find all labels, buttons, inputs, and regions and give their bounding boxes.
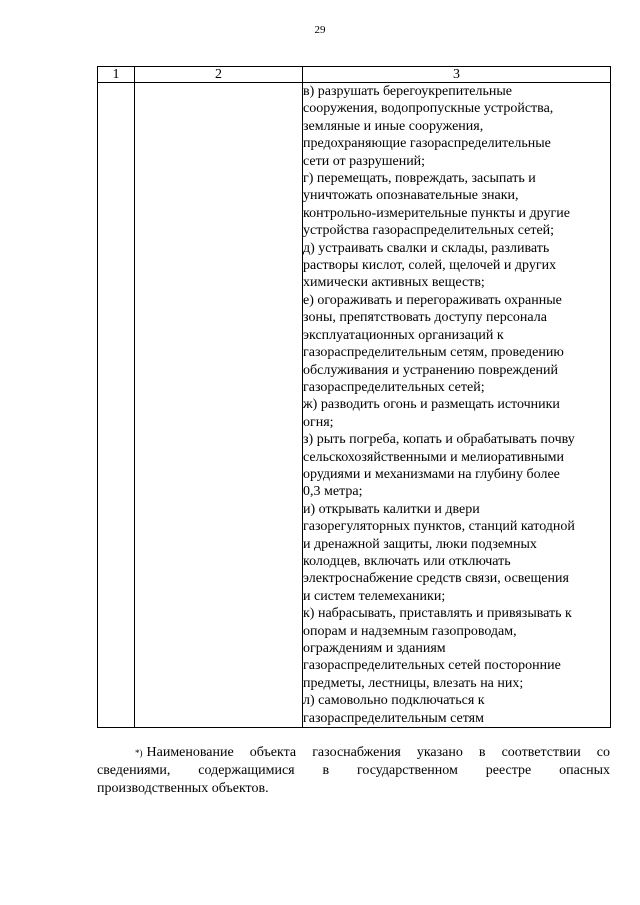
table-text-line: сельскохозяйственными и мелиоративными [303,449,565,465]
table-text-line: огня; [303,414,334,430]
table-text-line: газораспределительных сетей; [303,379,485,395]
table-cell-col1 [98,83,135,728]
table-text-line: уничтожать опознавательные знаки, [303,188,519,204]
table-text-line: зоны, препятствовать доступу персонала [303,310,547,326]
footnote-word: соответствии [501,745,581,760]
table-text-line: ж) разводить огонь и размещать источники [303,397,560,413]
footnote-line-2 [97,762,610,780]
footnote-word: указано [416,745,463,760]
table-header-row [98,67,611,83]
table-text-line: газораспределительных сетей посторонние [303,658,561,674]
table-text-line: и систем телемеханики; [303,588,446,604]
table-text-line: газорегуляторных пунктов, станций катодной [303,519,575,535]
table-text-line: предохраняющие газораспределительные [303,136,551,152]
footnote-word: объекта [249,745,297,760]
footnote-line-1-text [147,744,611,762]
footnote-word: сведениями, [97,763,171,778]
footnote-word: реестре [485,763,532,778]
table-text-line: г) перемещать, повреждать, засыпать и [303,171,536,187]
table-row [98,83,611,728]
table-text-line: устройства газораспределительных сетей; [303,223,555,239]
column-header-1: 1 [98,67,135,83]
table-text-line: и) открывать калитки и двери [303,501,480,517]
table-text-line: химически активных веществ; [303,275,485,291]
table-text-line: растворы кислот, солей, щелочей и других [303,258,557,274]
table-text-line: в) разрушать берегоукрепительные [303,84,513,99]
table-cell-prohibitions [303,83,611,728]
footnote-word: содержащимися [198,763,295,778]
table-text-line: к) набрасывать, приставлять и привязывать к [303,606,572,622]
requirements-table [97,66,611,728]
footnote-word: Наименование [146,745,234,760]
footnote-word: газоснабжения [312,745,401,760]
table-text-line: орудиями и механизмами на глубину более [303,466,560,482]
table-text-line: и дренажной защиты, люки подземных [303,536,537,552]
table-text-line: колодцев, включать или отключать [303,553,511,569]
table-cell-col2 [135,83,303,728]
footnote-marker: *) [135,748,143,758]
footnote-line-1 [97,744,610,762]
footnote-line-3: производственных объектов. [97,781,269,796]
table-text-line: опорам и надземным газопроводам, [303,623,517,639]
table-text-line: сооружения, водопропускные устройства, [303,101,554,117]
footnote-word: опасных [559,763,610,778]
table-text-line: л) самовольно подключаться к [303,693,485,709]
page-number: 29 [314,24,326,36]
table-text-line: эксплуатационных организаций к [303,327,504,343]
footnote-word: в [322,763,330,778]
table-text-line: электроснабжение средств связи, освещения [303,571,569,587]
footnote-word: государственном [357,763,458,778]
table-text-line: предметы, лестницы, влезать на них; [303,675,524,691]
table-text-line: контрольно-измерительные пункты и другие [303,205,570,221]
table-text-line: ограждениям и зданиям [303,641,446,656]
table-text-line: газораспределительным сетям [303,710,484,726]
table-text-line: обслуживания и устранению повреждений [303,362,559,378]
table-text-line: сети от разрушений; [303,153,426,169]
column-header-2: 2 [135,67,303,83]
table-text-line: д) устраивать свалки и склады, разливать [303,240,550,256]
footnote-word: со [596,745,610,760]
column-header-3: 3 [303,67,611,83]
table-text-line: е) огораживать и перегораживать охранные [303,292,562,308]
footnote [97,744,610,798]
table-text-line: газораспределительным сетям, проведению [303,345,564,361]
footnote-word: в [478,745,486,760]
table-text-line: з) рыть погреба, копать и обрабатывать почву [303,432,575,448]
table-text-line: земляные и иные сооружения, [303,118,484,134]
table-text-line: 0,3 метра; [303,484,363,500]
